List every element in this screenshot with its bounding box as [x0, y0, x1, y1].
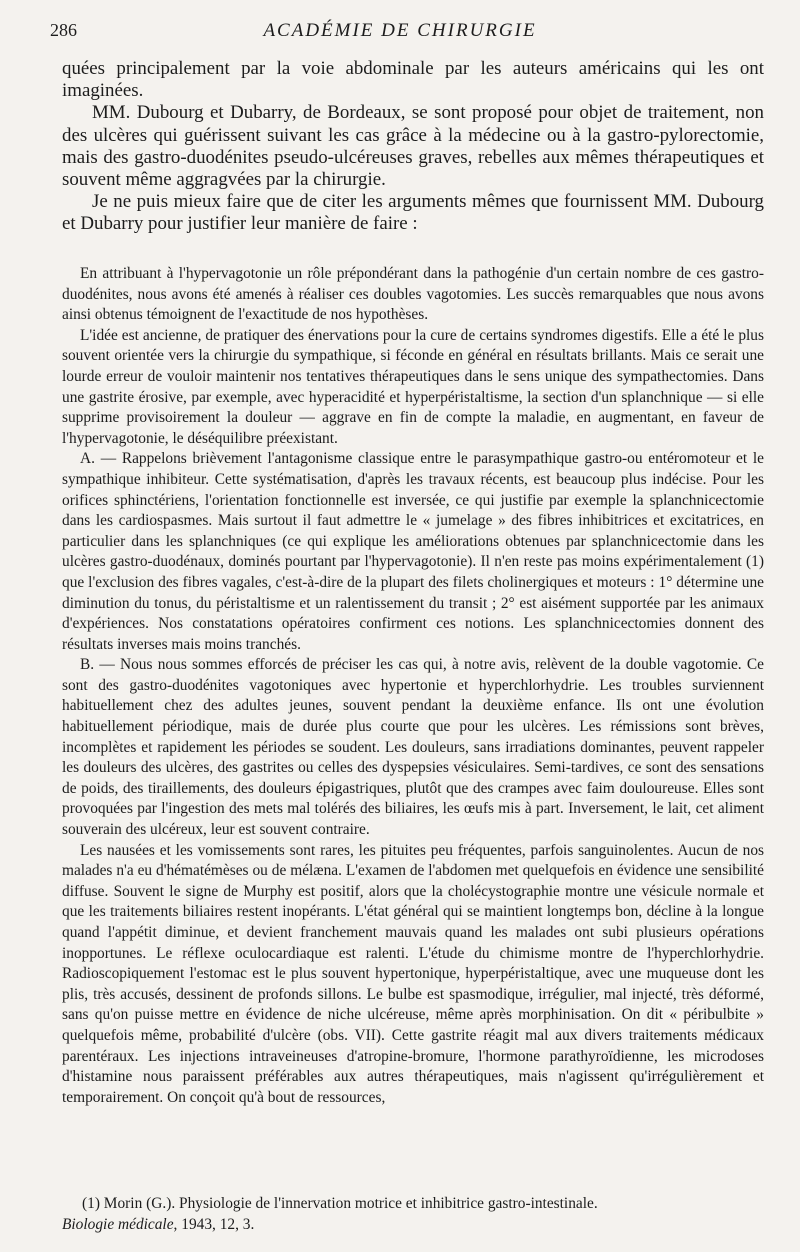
quoted-text	[62, 264, 764, 1108]
page-number: 286	[50, 20, 77, 40]
footnote-journal: Biologie médicale	[62, 1215, 174, 1233]
page-header	[50, 20, 750, 44]
quote-paragraph-1: En attribuant à l'hypervagotonie un rôle prépondérant dans la pathogénie d'un certain nombre de ces gastro-duodénites, nous avons été amenés à réaliser ces doubles vagotomies. Les succès remarquables que nous avons ainsi obtenus témoignent de l'exactitude de nos hypothèses.	[62, 265, 764, 324]
main-text	[62, 58, 764, 236]
quote-paragraph-a: A. — Rappelons brièvement l'antagonisme classique entre le parasympathique gastro-ou entéromoteur et le sympathique inhibiteur. Cette systématisation, d'après les travaux récents, est beaucoup plus indécise. Pour les orifices sphinctériens, l'orientation fonctionnelle est inversée, ce qui justifie par exemple la splanchnicectomie dans les cardiospasmes. Mais surtout il faut admettre le « jumelage » des fibres inhibitrices et excitatrices, en particulier dans les splanchniques (ce qui explique les améliorations obtenues par splanchnicectomie dans les ulcères gastro-duodénaux, dominés pourtant par l'hypervagotonie). Il n'en reste pas moins expérimentalement (1) que l'exclusion des fibres vagales, c'est-à-dire de la plupart des filets cholinergiques et moteurs : 1° détermine une diminution du tonus, du péristaltisme et un ralentissement du transit ; 2° est aisément supportée par les animaux d'expériences. Nos constatations opératoires confirment ces notions. Les splanchnicectomies donnent des résultats inverses mais moins tranchés.	[62, 450, 764, 653]
footnote-line-1: (1) Morin (G.). Physiologie de l'innervation motrice et inhibitrice gastro-intestinale.	[82, 1195, 598, 1212]
paragraph-citation-intro: Je ne puis mieux faire que de citer les arguments mêmes que fournissent MM. Dubourg et Dubarry pour justifier leur manière de faire :	[62, 191, 764, 235]
paragraph-dubourg-dubarry: MM. Dubourg et Dubarry, de Bordeaux, se sont proposé pour objet de traitement, non des ulcères qui guérissent suivant les cas grâce à la médecine ou à la gastro-pylorectomie, mais des gastro-duodénites pseudo-ulcéreuses graves, rebelles aux mêmes thérapeutiques et souvent même aggragvées par la chirurgie.	[62, 102, 764, 191]
quote-paragraph-b: B. — Nous nous sommes efforcés de préciser les cas qui, à notre avis, relèvent de la double vagotomie. Ce sont des gastro-duodénites vagotoniques avec hypertonie et hyperchlorhydrie. Les troubles surviennent habituellement chez des adultes jeunes, souvent pendant la deuxième enfance. Ils ont une évolution habituellement périodique, mais de durée plus courte que pour les ulcères. Les rémissions sont brèves, incomplètes et rapidement les périodes se soudent. Les douleurs, sans irradiations dominantes, peuvent rappeler les douleurs des ulcères, des gastrites ou celles des dyspepsies vésiculaires. Semi-tardives, ce sont des sensations de poids, des tiraillements, des douleurs épigastriques, plutôt que des crampes avec faim douloureuse. Elles sont provoquées par l'ingestion des mets mal tolérés des biliaires, les œufs mis à part. Inversement, le lait, cet aliment souverain des ulcéreux, leur est souvent contraire.	[62, 656, 764, 839]
footnote-citation: , 1943, 12, 3.	[173, 1215, 255, 1233]
footnote	[62, 1194, 764, 1235]
quote-paragraph-2: L'idée est ancienne, de pratiquer des énervations pour la cure de certains syndromes digestifs. Elle a été le plus souvent orientée vers la chirurgie du sympathique, si féconde en général en résultats brillants. Mais ce serait une lourde erreur de vouloir maintenir nos tentatives thérapeutiques dans le sens unique des sympathectomies. Dans une gastrite érosive, par exemple, avec hyperacidité et hyperpéristaltisme, la section d'un splanchnique — si elle supprime provisoirement la douleur — aggrave en fin de compte la maladie, en augmentant, en faveur de l'hypervagotonie, le déséquilibre préexistant.	[62, 326, 764, 447]
footnote-line-2	[62, 1215, 764, 1236]
quote-paragraph-5: Les nausées et les vomissements sont rares, les pituites peu fréquentes, parfois sanguinolentes. Aucun de nos malades n'a eu d'hématémèses ou de mélæna. L'examen de l'abdomen met quelquefois en évidence une sensibilité diffuse. Souvent le signe de Murphy est positif, alors que la cholécystographie montre une vésicule normale et que les traitements biliaires restent inopérants. L'état général qui se maintient longtemps bon, décline à la longue quand l'appétit diminue, et devient franchement mauvais quand les malades ont subi plusieurs opérations inopportunes. Le réflexe oculocardiaque est ralenti. L'étude du chimisme montre de l'hyperchlorhydrie. Radioscopiquement l'estomac est le plus souvent hypertonique, hyperpéristaltique, avec une muqueuse dont les plis, très accusés, dessinent de profonds sillons. Le bulbe est spasmodique, irrégulier, mal injecté, très déformé, sans qu'on puisse mettre en évidence de niche ulcéreuse, même après morphinisation. On dit « péribulbite » quelquefois même, probabilité d'ulcère (obs. VII). Cette gastrite réagit mal aux divers traitements médicaux parentéraux. Les injections intraveineuses d'atropine-bromure, l'hormone parathyroïdienne, les microdoses d'histamine nous paraissent préférables aux autres thérapeutiques, mais n'agissent qu'irrégulièrement et temporairement. On conçoit qu'à bout de ressources,	[62, 841, 764, 1106]
running-head: ACADÉMIE DE CHIRURGIE	[263, 20, 537, 41]
paragraph-continuation: quées principalement par la voie abdominale par les auteurs américains qui les ont imaginées.	[62, 58, 764, 102]
